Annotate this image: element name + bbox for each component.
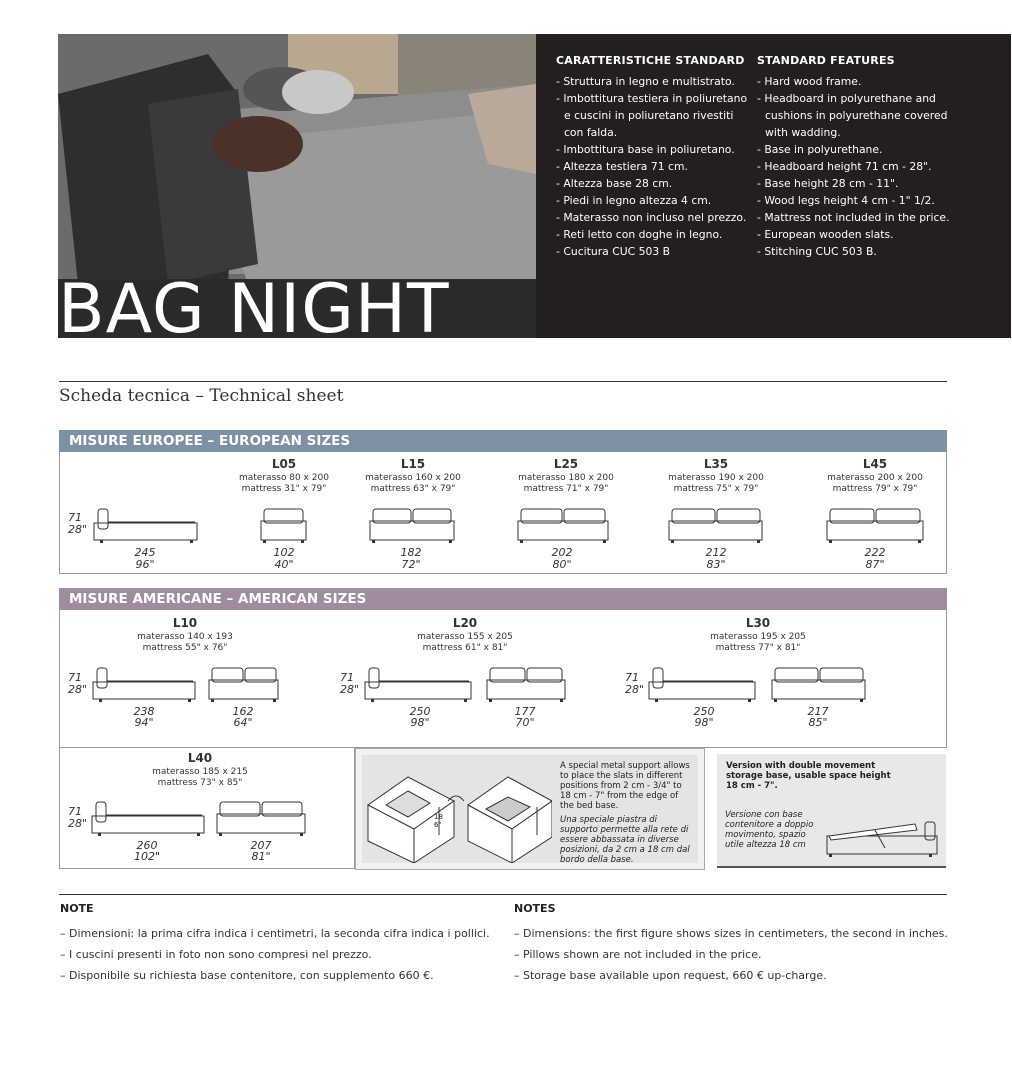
feature-en-item: - Base in polyurethane. [757,143,883,156]
width-cm: 217 [807,705,829,718]
features-it-list [556,73,748,260]
size-code: L25 [553,457,579,471]
mattress-in: mattress 73" x 85" [157,778,243,788]
size-label [361,459,465,495]
feature-en-item: - Mattress not included in the price. [757,211,950,224]
size-label [514,459,618,495]
american-sizes-band: MISURE AMERICANE – AMERICAN SIZES [59,588,947,610]
slat-support-drawing [364,771,552,863]
width-in: 70" [515,716,535,729]
mattress-cm: materasso 155 x 205 [417,632,513,642]
storage-text-it: Versione con base contenitore a doppio movimento, spazio utile altezza 18 cm [725,810,814,850]
feature-it-item: - Altezza base 28 cm. [556,177,673,190]
mattress-cm: materasso 185 x 215 [152,767,248,777]
feature-en-item: - Hard wood frame. [757,75,862,88]
mattress-in: mattress 55" x 76" [142,643,228,653]
front-view-drawing [770,664,868,704]
note-en-item: – Pillows shown are not included in the price. [514,948,762,961]
length-in: 94" [134,716,154,729]
size-code: L35 [703,457,729,471]
length-cm: 260 [136,839,158,852]
size-code: L15 [400,457,426,471]
note-en-item: – Dimensions: the first figure shows sizes in centimeters, the second in inches. [514,927,948,940]
width-cm: 207 [250,839,272,852]
width-in: 72" [401,558,421,571]
width-in: 64" [233,716,253,729]
mattress-in: mattress 75" x 79" [673,484,759,494]
feature-en-item: - Headboard in polyurethane and cushions in polyurethane covered with wadding. [757,92,948,139]
features-it-heading: CARATTERISTICHE STANDARD [556,54,745,67]
size-label [145,753,255,789]
mattress-cm: materasso 140 x 193 [137,632,233,642]
height-cm: 71 [625,671,639,684]
feature-en-item: - Wood legs height 4 cm - 1" 1/2. [757,194,935,207]
length-in: 98" [410,716,430,729]
mattress-cm: materasso 80 x 200 [239,473,329,483]
mattress-cm: materasso 195 x 205 [710,632,806,642]
height-in: 28" [625,683,645,696]
front-view-drawing [368,505,458,545]
length-in: 98" [694,716,714,729]
size-label [703,618,813,654]
width-cm: 162 [232,705,254,718]
width-in: 85" [808,716,828,729]
size-code: L05 [271,457,297,471]
length-in: 96" [135,558,155,571]
slat-drop-cm: 18 [434,813,443,821]
length-cm: 245 [134,546,156,559]
width-cm: 182 [400,546,422,559]
height-in: 28" [68,683,88,696]
european-sizes-band: MISURE EUROPEE – EUROPEAN SIZES [59,430,947,452]
side-profile-drawing [91,664,199,704]
feature-it-item: - Cucitura CUC 503 B [556,245,671,258]
length-cm: 238 [133,705,155,718]
size-code: L45 [862,457,888,471]
sheet-title: Scheda tecnica – Technical sheet [59,386,344,406]
product-title: BAG NIGHT [58,270,450,349]
width-in: 80" [552,558,572,571]
feature-en-item: - Base height 28 cm - 11". [757,177,899,190]
notes-english [514,902,954,986]
width-cm: 177 [514,705,536,718]
note-it-item: – Disponibile su richiesta base contenitore, con supplemento 660 €. [60,969,434,982]
front-view-drawing [825,505,927,545]
length-cm: 250 [693,705,715,718]
slat-support-text-it: Una speciale piastra di supporto permette alla rete di essere abbassata in diverse posizioni, da 2 cm a 18 cm dal bordo della base. [560,815,690,865]
size-label [410,618,520,654]
mattress-cm: materasso 160 x 200 [365,473,461,483]
feature-en-item: - European wooden slats. [757,228,894,241]
mattress-in: mattress 79" x 79" [832,484,918,494]
notes-en-heading: NOTES [514,902,556,915]
front-view-drawing [667,505,765,545]
width-cm: 102 [273,546,295,559]
length-in: 102" [133,850,161,863]
width-cm: 202 [551,546,573,559]
size-label [823,459,927,495]
length-cm: 250 [409,705,431,718]
width-in: 87" [865,558,885,571]
width-in: 81" [251,850,271,863]
features-en-heading: STANDARD FEATURES [757,54,895,67]
mattress-in: mattress 63" x 79" [370,484,456,494]
height-cm: 71 [68,671,82,684]
feature-it-item: - Reti letto con doghe in legno. [556,228,723,241]
note-it-item: – I cuscini presenti in foto non sono compresi nel prezzo. [60,948,372,961]
width-cm: 212 [705,546,727,559]
feature-it-item: - Altezza testiera 71 cm. [556,160,688,173]
width-cm: 222 [864,546,886,559]
size-code: L10 [172,616,198,630]
note-en-item: – Storage base available upon request, 660 € up-charge. [514,969,827,982]
size-label [130,618,240,654]
feature-it-item: - Piedi in legno altezza 4 cm. [556,194,712,207]
mattress-in: mattress 77" x 81" [715,643,801,653]
width-in: 40" [274,558,294,571]
size-label [234,459,334,495]
slat-drop-in: 6" [434,821,442,829]
height-cm: 71 [68,805,82,818]
slat-support-panel [355,748,705,870]
storage-text-en: Version with double movement storage base, usable space height 18 cm - 7". [726,761,891,791]
height-cm: 71 [68,511,82,524]
feature-en-item: - Stitching CUC 503 B. [757,245,877,258]
side-profile-drawing [90,798,208,838]
height-in: 28" [68,817,88,830]
side-profile-drawing [647,664,759,704]
front-view-drawing [485,664,569,704]
side-profile-drawing [363,664,475,704]
mattress-cm: materasso 190 x 200 [668,473,764,483]
slat-support-text-en: A special metal support allows to place the slats in different positions from 2 cm - 3/4" to 18 cm - 7" from the edge of the bed base. [560,761,690,811]
feature-it-item: - Imbottitura testiera in poliuretano e cuscini in poliuretano rivestiti con falda. [556,92,748,139]
size-code: L20 [452,616,478,630]
feature-it-item: - Materasso non incluso nel prezzo. [556,211,747,224]
features-panel [536,34,1011,338]
storage-base-drawing [825,820,941,864]
feature-en-item: - Headboard height 71 cm - 28". [757,160,932,173]
feature-it-item: - Struttura in legno e multistrato. [556,75,735,88]
size-label [664,459,768,495]
front-view-drawing [259,505,309,545]
height-cm: 71 [340,671,354,684]
notes-italian [60,902,510,986]
mattress-cm: materasso 200 x 200 [827,473,923,483]
front-view-drawing [207,664,281,704]
mattress-in: mattress 61" x 81" [422,643,508,653]
size-code: L40 [187,751,213,765]
size-code: L30 [745,616,771,630]
side-profile-drawing [92,505,200,545]
height-in: 28" [68,523,88,536]
mattress-in: mattress 31" x 79" [241,484,327,494]
features-italian [556,52,748,260]
features-english [757,52,952,260]
mattress-cm: materasso 180 x 200 [518,473,614,483]
divider [59,381,947,382]
width-in: 83" [706,558,726,571]
notes-it-heading: NOTE [60,902,94,915]
feature-it-item: - Imbottitura base in poliuretano. [556,143,735,156]
front-view-drawing [215,798,309,838]
mattress-in: mattress 71" x 79" [523,484,609,494]
note-it-item: – Dimensioni: la prima cifra indica i centimetri, la seconda cifra indica i pollici. [60,927,490,940]
height-in: 28" [340,683,360,696]
storage-base-panel [717,754,946,868]
front-view-drawing [516,505,612,545]
features-en-list [757,73,952,260]
notes-divider [59,894,947,895]
